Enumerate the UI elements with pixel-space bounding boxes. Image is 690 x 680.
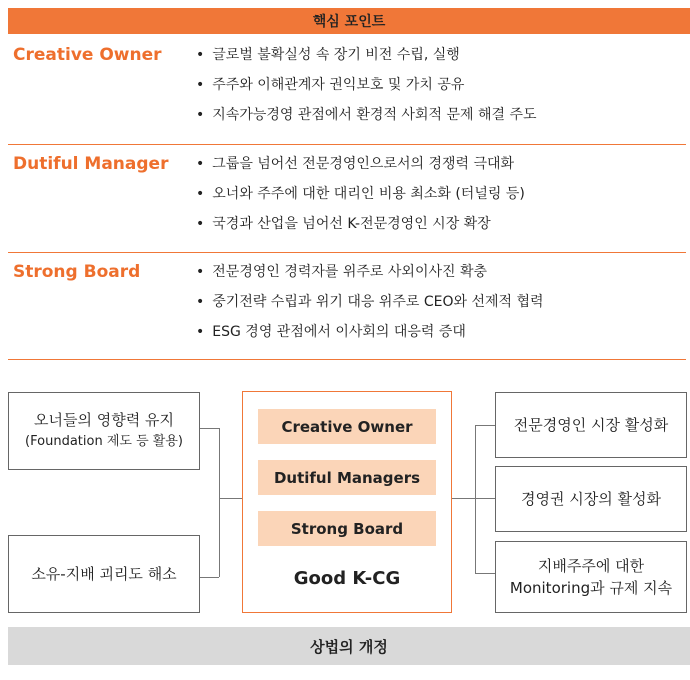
box-control-market <box>495 466 687 532</box>
box-line: 경영권 시장의 활성화 <box>521 490 661 508</box>
center-box-good-kcg <box>242 391 452 613</box>
bullet-item: • 중기전략 수립과 위기 대응 위주로 CEO와 선제적 협력 <box>196 293 544 323</box>
connector-left-top <box>200 428 219 429</box>
section-title: Creative Owner <box>13 45 162 65</box>
connector-right-middle <box>475 498 495 499</box>
connector-left-center <box>219 498 242 499</box>
pill-creative-owner <box>258 409 436 444</box>
bullet-item: • 전문경영인 경력자를 위주로 사외이사진 확충 <box>196 263 544 293</box>
section-strong-board <box>8 253 686 360</box>
bullet-list <box>196 46 537 136</box>
bullet-item: • 오너와 주주에 대한 대리인 비용 최소화 (터널링 등) <box>196 185 525 215</box>
box-owner-influence <box>8 392 200 470</box>
bullet-item: • 글로벌 불확실성 속 장기 비전 수립, 실행 <box>196 46 537 76</box>
center-label: Good K-CG <box>293 568 401 589</box>
connector-left-bottom <box>200 577 219 578</box>
box-line: Monitoring과 규제 지속 <box>509 579 673 597</box>
bullet-item: • 그룹을 넘어선 전문경영인으로서의 경쟁력 극대화 <box>196 155 525 185</box>
pill-strong-board <box>258 511 436 546</box>
header-title: 핵심 포인트 <box>312 14 386 30</box>
pill-dutiful-managers <box>258 460 436 495</box>
box-line: 오너들의 영향력 유지 <box>34 411 174 429</box>
bullet-item: • ESG 경영 관점에서 이사회의 대응력 증대 <box>196 323 544 353</box>
section-creative-owner <box>8 36 686 145</box>
box-line: (Foundation 제도 등 활용) <box>25 434 183 449</box>
footer-label: 상법의 개정 <box>310 637 388 656</box>
connector-right-center <box>452 498 475 499</box>
section-title: Strong Board <box>13 262 141 282</box>
connector-right-top <box>475 425 495 426</box>
bullet-list <box>196 263 544 353</box>
box-ownership-gap <box>8 535 200 613</box>
connector-left-vertical <box>219 428 220 577</box>
header-bar <box>8 8 690 34</box>
box-monitoring <box>495 541 687 613</box>
bullet-item: • 주주와 이해관계자 권익보호 및 가치 공유 <box>196 76 537 106</box>
box-line: 소유-지배 괴리도 해소 <box>31 565 177 583</box>
pill-label: Creative Owner <box>281 417 413 436</box>
connector-right-bottom <box>475 573 495 574</box>
box-line: 전문경영인 시장 활성화 <box>513 416 669 434</box>
footer-bar <box>8 627 690 665</box>
connector-right-vertical <box>475 425 476 573</box>
section-title: Dutiful Manager <box>13 154 169 174</box>
section-dutiful-manager <box>8 145 686 253</box>
pill-label: Strong Board <box>290 519 404 538</box>
box-manager-market <box>495 392 687 458</box>
bullet-list <box>196 155 525 245</box>
bullet-item: • 국경과 산업을 넘어선 K-전문경영인 시장 확장 <box>196 215 525 245</box>
box-line: 지배주주에 대한 <box>537 557 645 575</box>
pill-label: Dutiful Managers <box>273 468 421 487</box>
bullet-item: • 지속가능경영 관점에서 환경적 사회적 문제 해결 주도 <box>196 106 537 136</box>
